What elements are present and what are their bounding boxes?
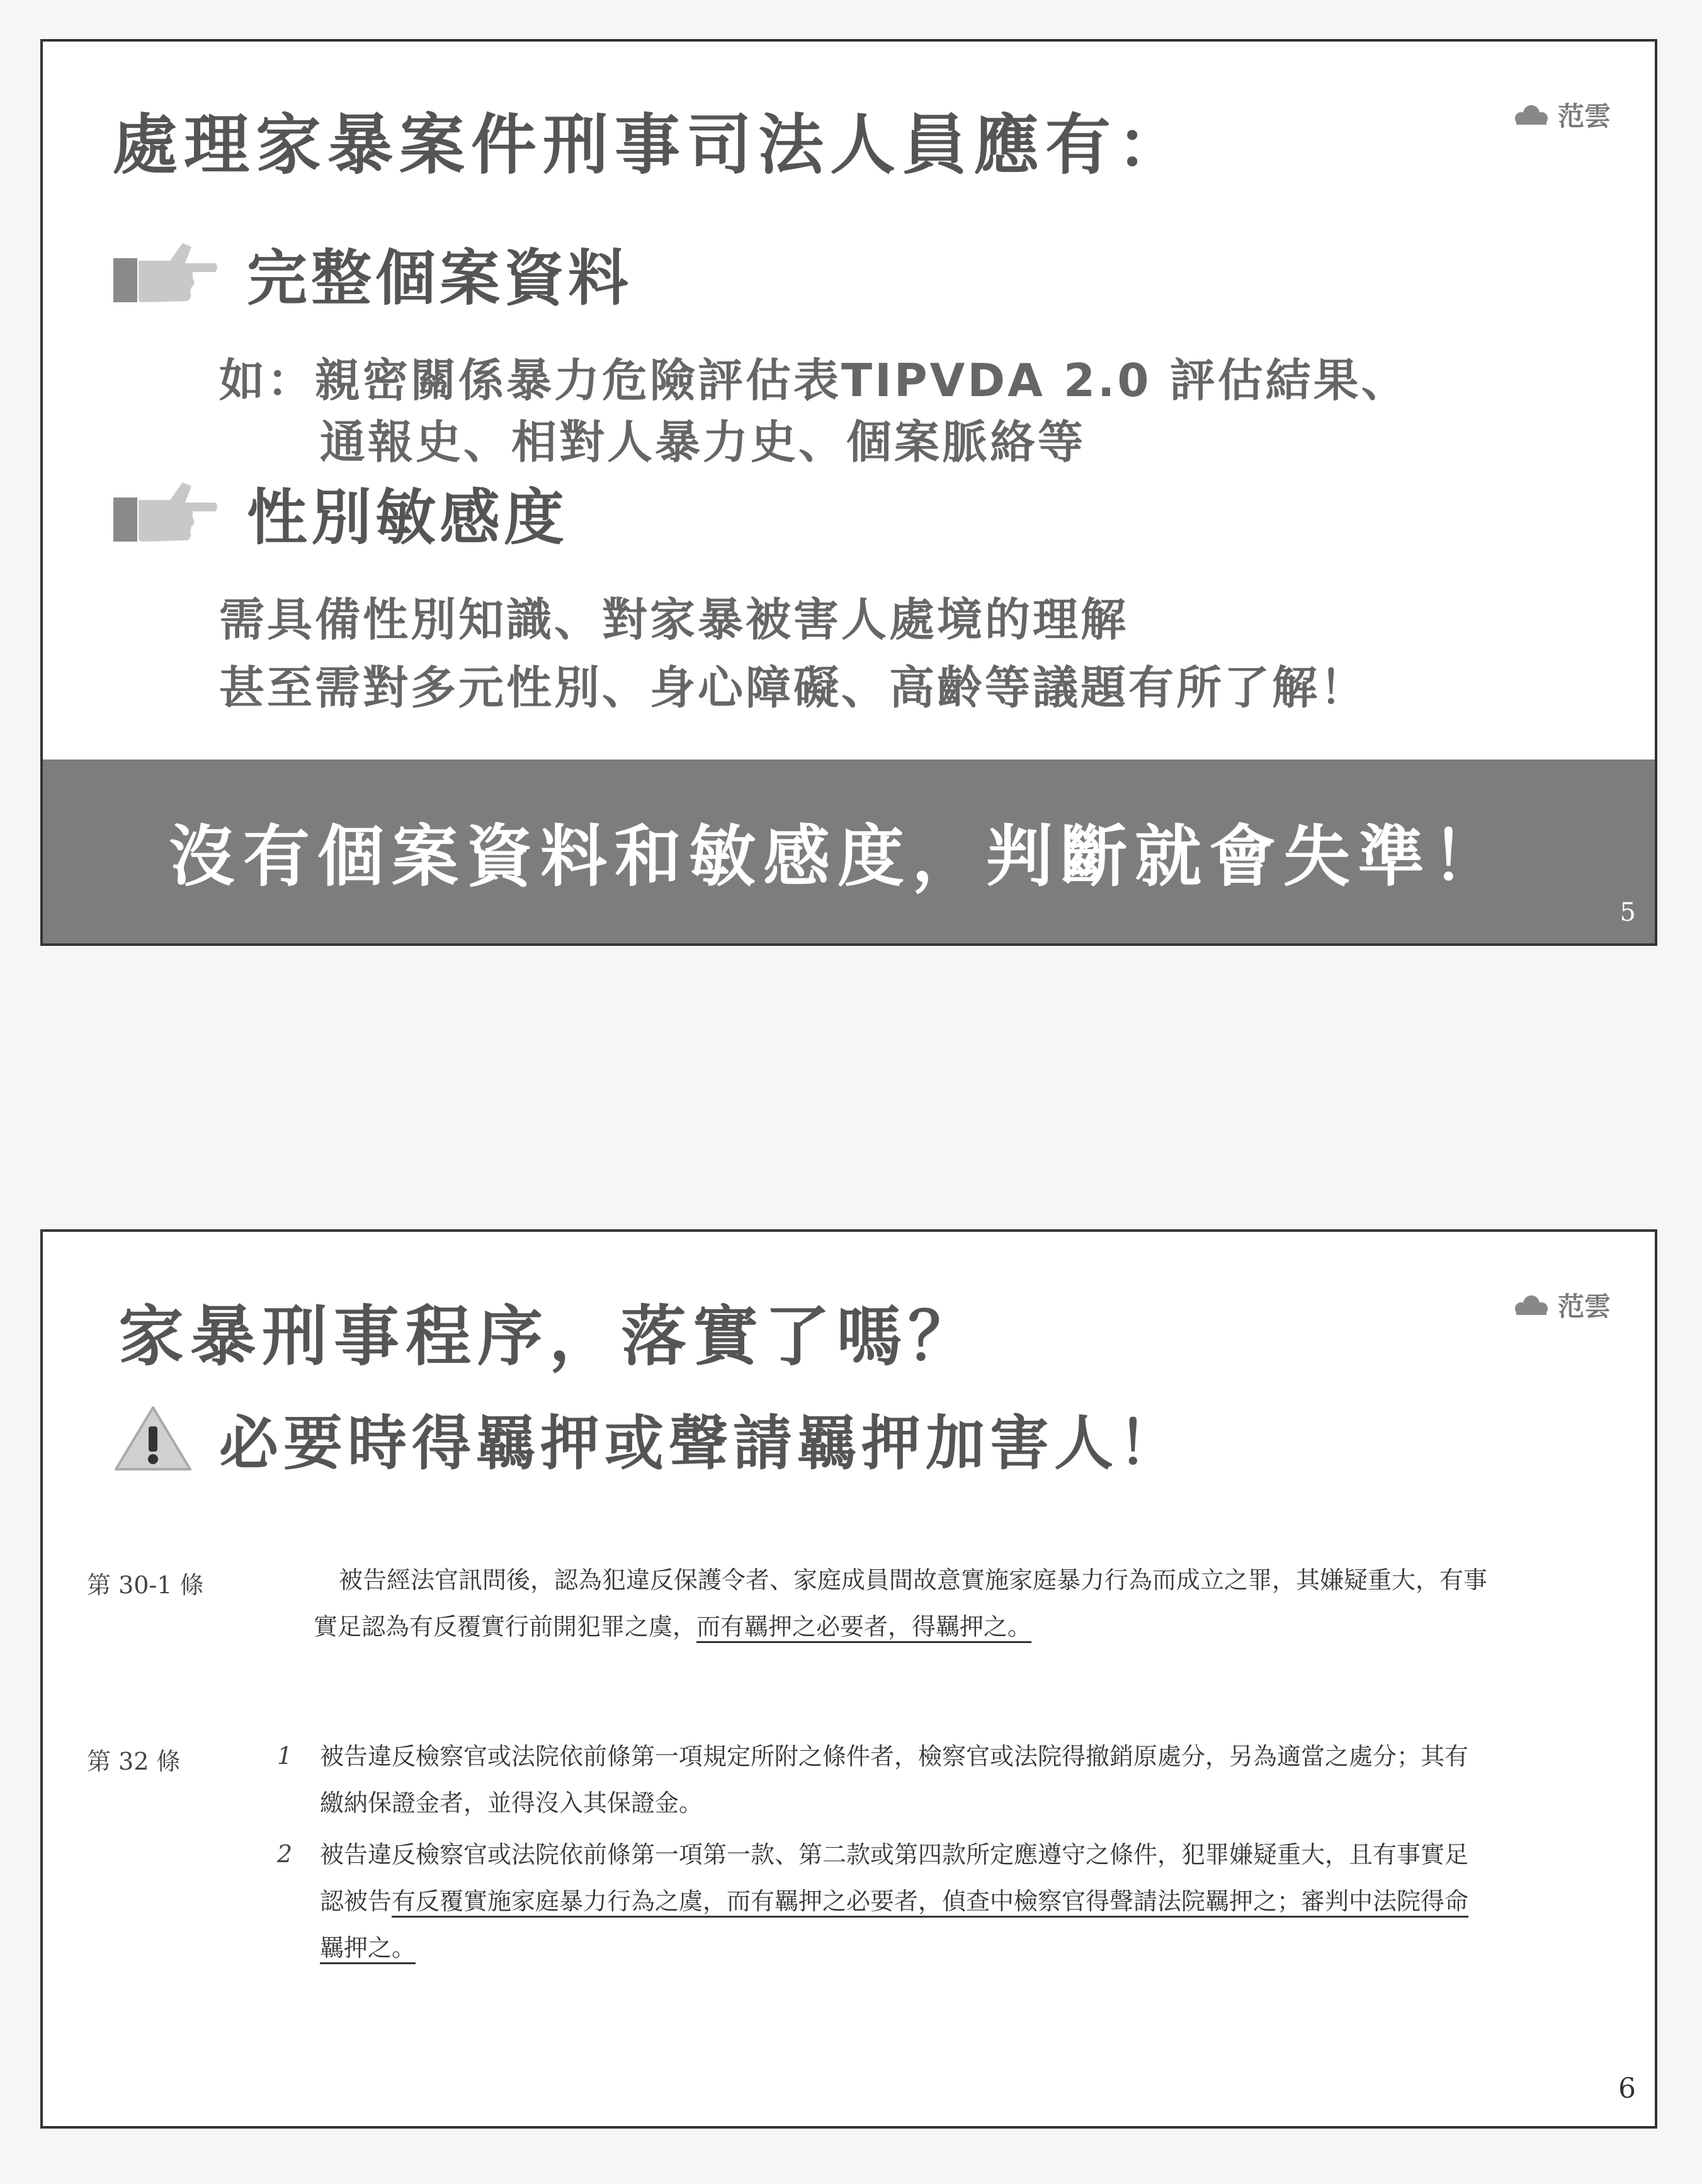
article-text: 實足認為有反覆實行前開犯罪之虞， xyxy=(314,1613,697,1641)
pointing-hand-icon xyxy=(112,479,219,548)
slide-title: 處理家暴案件刑事司法人員應有： xyxy=(112,106,1189,183)
logo-text: 范雲 xyxy=(1557,101,1611,132)
point-gender-sensitivity xyxy=(112,470,568,556)
conclusion-banner xyxy=(43,759,1655,943)
logo-text: 范雲 xyxy=(1557,1291,1611,1322)
point-desc-line1: 需具備性別知識、對家暴被害人處境的理解 xyxy=(219,593,1129,646)
cloud-logo-icon xyxy=(1512,1292,1550,1317)
paragraph-number: 2 xyxy=(277,1840,293,1868)
point-desc-line1: 如：親密關係暴力危險評估表TIPVDA 2.0 評估結果、 xyxy=(219,354,1409,407)
pointing-hand-icon xyxy=(112,239,219,309)
article-line1: 被告經法官訊問後，認為犯違反保護令者、家庭成員間故意實施家庭暴力行為而成立之罪，其嫌疑重大，有事 xyxy=(339,1566,1488,1594)
logo xyxy=(1512,96,1611,134)
warning-icon xyxy=(112,1404,194,1473)
point-desc-line2: 甚至需對多元性別、身心障礙、高齡等議題有所了解！ xyxy=(219,661,1368,714)
banner-text: 沒有個案資料和敏感度，判斷就會失準！ xyxy=(169,818,1506,896)
point-desc-line2: 通報史、相對人暴力史、個案脈絡等 xyxy=(320,416,1086,469)
article-text-underlined: 羈押之。 xyxy=(320,1934,416,1962)
point-title: 性別敏感度 xyxy=(247,482,568,553)
point-case-data xyxy=(112,230,632,317)
logo xyxy=(1512,1286,1611,1324)
warning-text: 必要時得羈押或聲請羈押加害人！ xyxy=(219,1409,1183,1478)
article-text-underlined: 而有羈押之必要者，得羈押之。 xyxy=(696,1613,1032,1641)
paragraph-number: 1 xyxy=(277,1742,293,1770)
page-number: 6 xyxy=(1618,2073,1636,2105)
warning-heading xyxy=(112,1396,1183,1481)
article-label: 第 32 條 xyxy=(87,1748,181,1775)
article-text-underlined: 有反覆實施家庭暴力行為之虞，而有羈押之必要者，偵查中檢察官得聲請法院羈押之；審判中法院得命 xyxy=(392,1887,1469,1915)
para2-line1: 被告違反檢察官或法院依前條第一項第一款、第二款或第四款所定應遵守之條件，犯罪嫌疑重大，且有事實足 xyxy=(320,1841,1469,1868)
article-line2 xyxy=(314,1603,1031,1650)
article-text: 認被告 xyxy=(320,1887,392,1915)
page-number: 5 xyxy=(1620,898,1636,927)
slide-title: 家暴刑事程序，落實了嗎？ xyxy=(118,1298,980,1375)
slide-6 xyxy=(40,1229,1657,2129)
cloud-logo-icon xyxy=(1512,102,1550,127)
para1-line1: 被告違反檢察官或法院依前條第一項規定所附之條件者，檢察官或法院得撤銷原處分，另為適當之處分；其有 xyxy=(320,1743,1469,1770)
point-title: 完整個案資料 xyxy=(247,243,632,314)
article-label: 第 30-1 條 xyxy=(87,1571,204,1599)
slide-5 xyxy=(40,39,1657,946)
para1-line2: 繳納保證金者，並得沒入其保證金。 xyxy=(320,1789,703,1817)
para2-line2 xyxy=(320,1878,1468,1925)
para2-line3 xyxy=(320,1925,416,1971)
